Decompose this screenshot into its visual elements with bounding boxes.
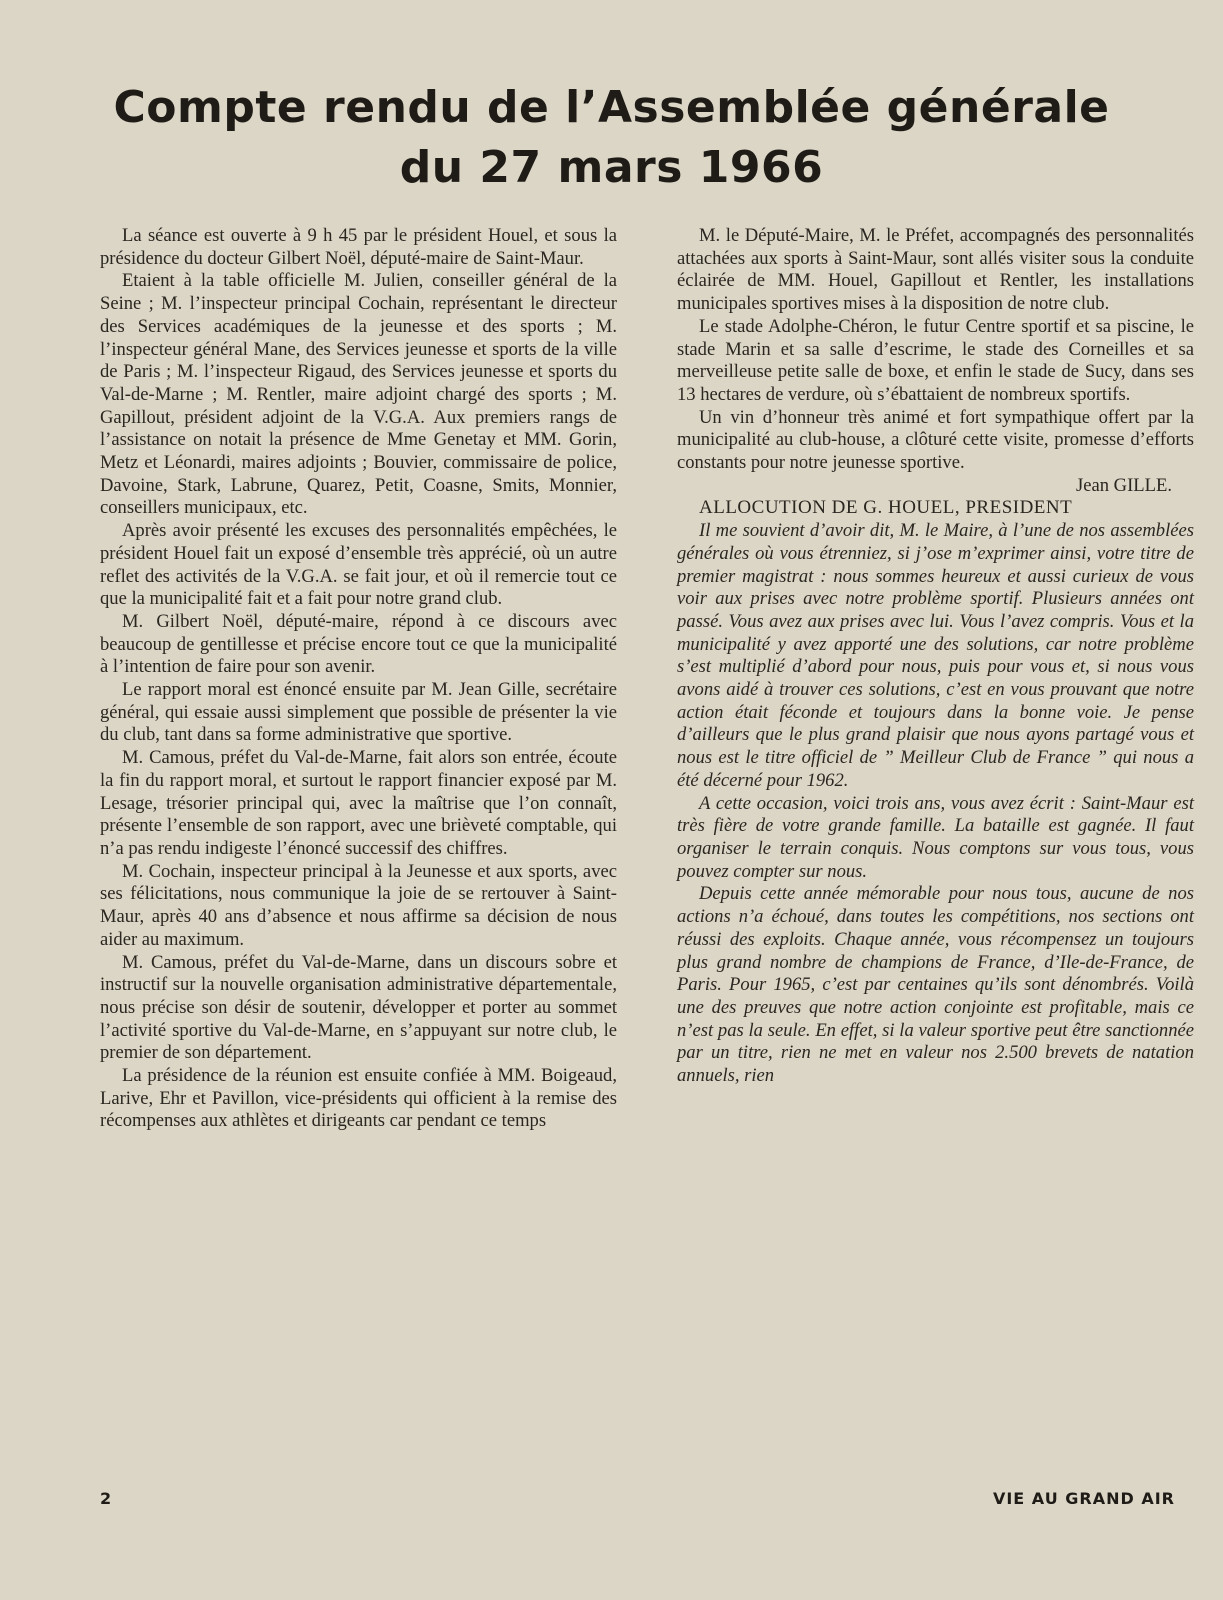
paragraph: Le rapport moral est énoncé ensuite par M. Jean Gille, secrétaire général, qui essaie aussi simplement que possible de présenter la vie du club, tant dans sa forme administrative que sportive. <box>100 679 617 746</box>
paragraph: Le stade Adolphe-Chéron, le futur Centre sportif et sa piscine, le stade Marin et sa salle d’escrime, le stade des Corneilles et sa merveilleuse petite salle de boxe, et enfin le stade de Sucy, dans ses 13 hectares de verdure, où s’ébattaient de nombreux sportifs. <box>677 315 1194 405</box>
paragraph: M. Camous, préfet du Val-de-Marne, dans un discours sobre et instructif sur la nouvelle organisation administrative départementale, nous précise son désir de soutenir, développer et porter au sommet l’activité sportive du Val-de-Marne, en s’appuyant sur notre club, le premier de son département. <box>100 951 617 1064</box>
paragraph: M. Cochain, inspecteur principal à la Jeunesse et aux sports, avec ses félicitations, nous communique la joie de se rertouver à Saint-Maur, après 40 ans d’absence et nous affirme sa décision de nous aider au maximum. <box>100 860 617 950</box>
paragraph: Après avoir présenté les excuses des personnalités empêchées, le président Houel fait un exposé d’ensemble très apprécié, où un autre reflet des activités de la V.G.A. se fait jour, et où il remercie tout ce que la municipalité fait et a fait pour notre grand club. <box>100 520 617 610</box>
author-signature: Jean GILLE. <box>1075 474 1172 496</box>
speech-paragraph: Il me souvient d’avoir dit, M. le Maire, à l’une de nos assemblées générales où vous étrenniez, si j’ose m’exprimer ainsi, votre titre de premier magistrat : nous sommes heureux et aussi curieux de vous voir aux prises avec notre problème sportif. Plusieurs années ont passé. Vous avez aux prises avec lui. Vous l’avez compris. Vous et la municipalité y avez apporté une des solutions, car notre problème s’est multiplié d’abord pour nous, puis pour vous et, si nous vous avons aidé à trouver ces solutions, c’est en vous prouvant que notre action était féconde et toujours dans la bonne voie. Je pense d’ailleurs que le plus grand plaisir que nous ayons partagé vous et nous est le titre officiel de ” Meilleur Club de France ” qui nous a été décerné pour 1962. <box>677 520 1194 791</box>
speech-paragraph: A cette occasion, voici trois ans, vous avez écrit : Saint-Maur est très fière de votre grande famille. La bataille est gagnée. Il faut organiser le terrain conquis. Nous comptons sur vous tous, vous pouvez compter sur nous. <box>677 792 1194 882</box>
page-title <box>0 78 1223 198</box>
paragraph: Un vin d’honneur très animé et fort sympathique offert par la municipalité au club-house, a clôturé cette visite, promesse d’efforts constants pour notre jeunesse sportive. <box>677 406 1194 474</box>
right-column <box>677 225 1194 1088</box>
publication-name: VIE AU GRAND AIR <box>992 1489 1175 1508</box>
speech-paragraph: Depuis cette année mémorable pour nous tous, aucune de nos actions n’a échoué, dans toutes les compétitions, nos sections ont réussi des exploits. Chaque année, vous récompensez un toujours plus grand nombre de champions de France, d’Ile-de-France, de Paris. Pour 1965, c’est par centaines qu’ils sont dénombrés. Voilà une des preuves que notre action conjointe est profitable, mais ce n’est pas la seule. En effet, si la valeur sportive peut être sanctionnée par un titre, rien ne met en valeur nos 2.500 brevets de natation annuels, rien <box>677 883 1194 1087</box>
title-line-2: du 27 mars 1966 <box>399 142 824 193</box>
paragraph: Etaient à la table officielle M. Julien, conseiller général de la Seine ; M. l’inspecteur principal Cochain, représentant le directeur des Services académiques de la jeunesse et des sports ; M. l’inspecteur général Mane, des Services jeunesse et sports de la ville de Paris ; M. l’inspecteur Rigaud, des Services jeunesse et sports du Val-de-Marne ; M. Rentler, maire adjoint chargé des sports ; M. Gapillout, président adjoint de la V.G.A. Aux premiers rangs de l’assistance on notait la présence de Mme Genetay et MM. Gorin, Metz et Léonardi, maires adjoints ; Bouvier, commissaire de police, Davoine, Stark, Labrune, Quarez, Petit, Coasne, Smits, Monnier, conseillers municipaux, etc. <box>100 270 617 519</box>
page-number: 2 <box>100 1489 113 1508</box>
section-heading: ALLOCUTION DE G. HOUEL, PRESIDENT <box>699 497 1073 519</box>
paragraph: M. Gilbert Noël, député-maire, répond à ce discours avec beaucoup de gentillesse et précise encore tout ce que la municipalité à l’intention de faire pour son avenir. <box>100 610 617 678</box>
left-column <box>100 225 617 1133</box>
title-line-1: Compte rendu de l’Assemblée générale <box>113 82 1110 133</box>
paragraph: La présidence de la réunion est ensuite confiée à MM. Boigeaud, Larive, Ehr et Pavillon, vice-présidents qui officient à la remise des récompenses aux athlètes et dirigeants car pendant ce temps <box>100 1065 617 1132</box>
paragraph: M. Camous, préfet du Val-de-Marne, fait alors son entrée, écoute la fin du rapport moral, et surtout le rapport financier exposé par M. Lesage, trésorier principal qui, avec la maîtrise que l’on connaît, présente l’ensemble de son rapport, avec une brièveté comptable, qui n’a pas rendu indigeste l’énoncé successif des chiffres. <box>100 747 617 859</box>
paragraph: M. le Député-Maire, M. le Préfet, accompagnés des personnalités attachées aux sports à Saint-Maur, sont allés visiter sous la conduite éclairée de MM. Houel, Gapillout et Rentler, les installations municipales sportives mises à la disposition de notre club. <box>677 225 1194 315</box>
paragraph: La séance est ouverte à 9 h 45 par le président Houel, et sous la présidence du docteur Gilbert Noël, député-maire de Saint-Maur. <box>100 225 617 269</box>
